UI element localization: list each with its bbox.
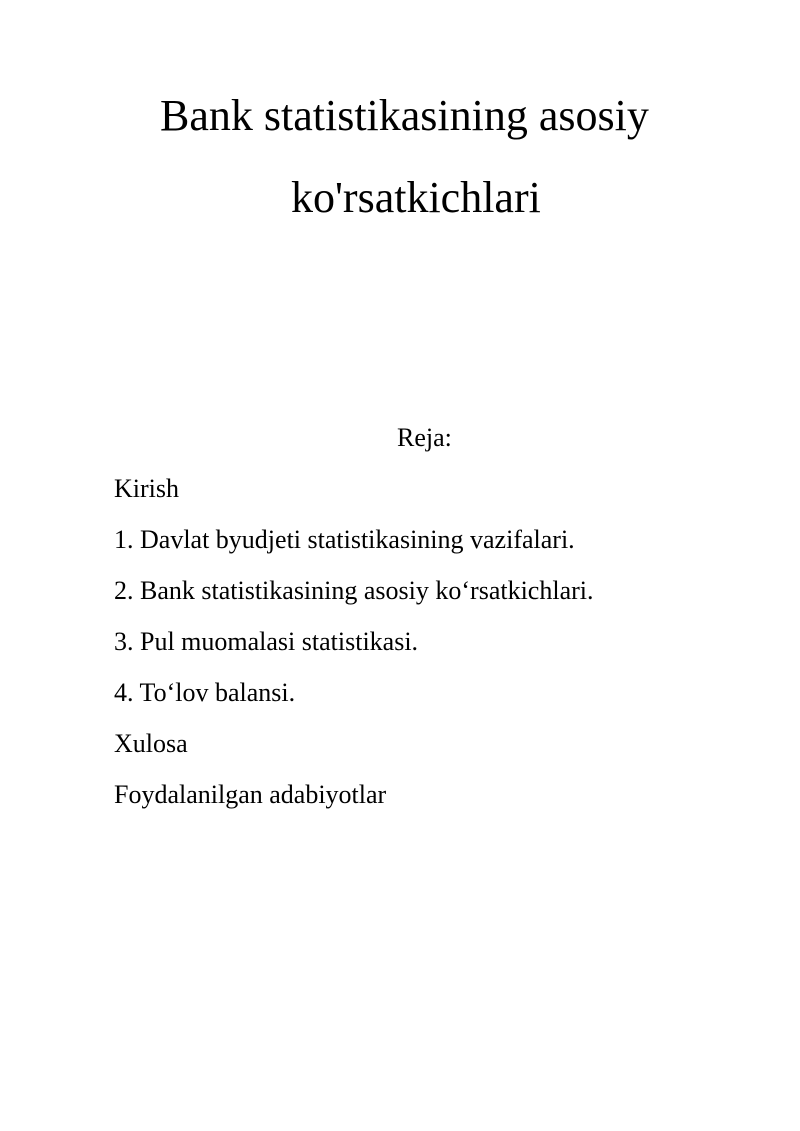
toc-item-conclusion: Xulosa: [114, 729, 188, 758]
plan-heading: Reja:: [397, 423, 452, 452]
document-title-line-1: Bank statistikasining asosiy: [160, 91, 649, 140]
toc-item-references: Foydalanilgan adabiyotlar: [114, 780, 387, 809]
toc-item-3: 3. Pul muomalasi statistikasi.: [114, 627, 419, 656]
document-title-line-2: ko'rsatkichlari: [291, 173, 541, 222]
toc-item-2: 2. Bank statistikasining asosiy ko‘rsatkichlari.: [114, 576, 594, 605]
toc-item-4: 4. To‘lov balansi.: [114, 678, 296, 707]
toc-item-1: 1. Davlat byudjeti statistikasining vazifalari.: [114, 525, 575, 554]
table-of-contents: [114, 472, 594, 829]
toc-item-introduction: Kirish: [114, 474, 179, 503]
